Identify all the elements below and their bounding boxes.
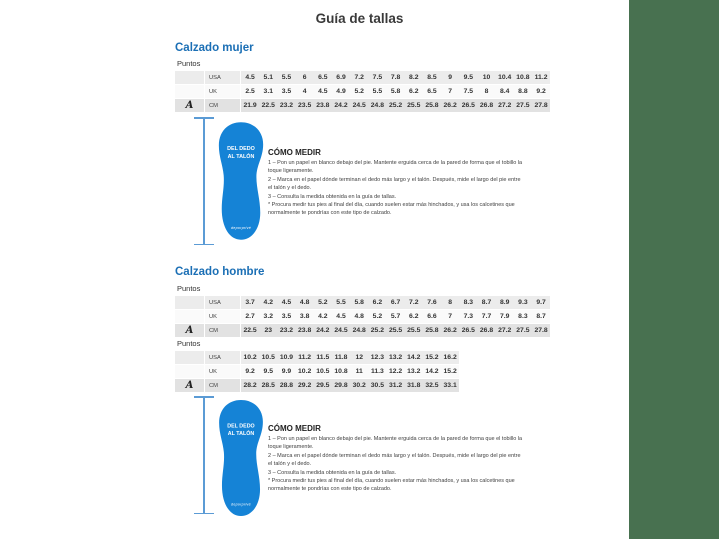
size-value: 8.9	[499, 299, 510, 306]
size-value: 8.8	[518, 88, 528, 95]
row-label: UK	[205, 85, 241, 98]
foot-measure-label-line2: AL TALÓN	[227, 431, 255, 438]
foot-measure-bracket	[194, 117, 214, 245]
size-value: 24.2	[316, 327, 330, 334]
size-value: 9.7	[536, 299, 546, 306]
size-value: 8.2	[409, 74, 419, 81]
howto-step-1: 1 – Pon un papel en blanco debajo del pie. Mantente erguida cerca de la pared de forma que el tobillo la toque ligeramente.	[268, 436, 523, 451]
size-value: 4.5	[318, 88, 328, 95]
size-value: 8.7	[536, 313, 546, 320]
size-value: 8	[448, 299, 453, 306]
size-value: 5.2	[318, 299, 328, 306]
size-value: 29.8	[334, 382, 348, 389]
page-title: Guía de tallas	[315, 11, 404, 26]
size-value: 12	[355, 354, 363, 361]
size-value: 11	[355, 368, 363, 375]
size-value: 9.3	[518, 299, 528, 306]
green-panel	[629, 0, 719, 539]
size-value: 27.5	[516, 102, 530, 109]
size-value: 5.8	[390, 88, 401, 95]
size-value: 7.5	[372, 74, 383, 81]
men-size-table-1	[175, 296, 550, 338]
size-value: 23.2	[279, 327, 294, 334]
size-value: 5.2	[354, 88, 364, 95]
size-value: 23.8	[298, 327, 312, 334]
size-value: 6.9	[336, 74, 346, 81]
size-value: 3.1	[263, 88, 273, 95]
size-value: 7.5	[463, 88, 474, 95]
size-value: 14.2	[425, 368, 439, 375]
size-value: 4.2	[318, 313, 328, 320]
size-value: 25.8	[425, 102, 439, 109]
size-value: 25.8	[425, 327, 439, 334]
howto-title: CÓMO MEDIR	[268, 424, 321, 433]
brand-logo-text: deporprivé	[230, 226, 252, 231]
size-value: 3.5	[281, 313, 292, 320]
brand-logo-text: deporprivé	[231, 502, 251, 507]
size-value: 6	[302, 74, 307, 81]
row-label: CM	[205, 99, 241, 112]
size-value: 6.6	[427, 313, 437, 320]
size-value: 7	[448, 88, 453, 95]
howto-step-2: 2 – Marca en el papel dónde terminan el dedo más largo y el talón. Después, mide el largo del pie entre el talón y el dedo.	[268, 452, 521, 468]
size-value: 10.2	[243, 354, 257, 361]
size-value: 5.5	[336, 299, 346, 306]
size-value: 23	[264, 327, 273, 334]
howto-step-3: 3 – Consulta la medida obtenida en la guía de tallas.	[268, 193, 397, 200]
size-value: 10.8	[334, 368, 348, 375]
size-value: 11.2	[534, 74, 548, 81]
row-stub	[175, 365, 205, 378]
size-value: 6.7	[390, 299, 401, 306]
size-value: 26.8	[479, 102, 494, 109]
table-row-uk	[175, 365, 459, 379]
size-value: 26.5	[461, 327, 475, 334]
size-value: 22.5	[243, 327, 257, 334]
size-value: 26.8	[479, 327, 494, 334]
row-stub	[175, 296, 205, 309]
row-stub	[175, 310, 205, 323]
size-value: 4.8	[299, 299, 310, 306]
size-value: 11.5	[316, 354, 330, 361]
row-label: USA	[205, 296, 241, 309]
size-value: 2.7	[245, 313, 255, 320]
foot-measure-label-line1: DEL DEDO	[227, 146, 255, 153]
size-value: 9.9	[281, 368, 292, 375]
size-value: 10	[482, 74, 491, 81]
size-value: 8	[484, 88, 489, 95]
size-value: 28.8	[279, 382, 294, 389]
size-value: 6.5	[427, 88, 437, 95]
howto-step-1: 1 – Pon un papel en blanco debajo del pie. Mantente erguida cerca de la pared de forma que el tobillo la toque ligeramente.	[268, 160, 523, 175]
size-value: 25.2	[388, 102, 403, 109]
size-value: 27.2	[498, 102, 512, 109]
size-value: 25.5	[407, 327, 421, 334]
size-value: 2.5	[245, 88, 255, 95]
footprint-shape	[219, 122, 263, 239]
women-size-table	[175, 71, 550, 113]
size-value: 3.8	[299, 313, 310, 320]
size-value: 10.5	[261, 354, 275, 361]
table-row-uk	[175, 310, 550, 324]
size-value: 7.8	[390, 74, 401, 81]
row-label: USA	[205, 71, 241, 84]
size-value: 3.2	[263, 313, 273, 320]
size-value: 24.5	[334, 327, 348, 334]
footprint-diagram-women	[215, 121, 267, 241]
size-value: 5.2	[372, 313, 383, 320]
size-value: 11.2	[298, 354, 312, 361]
size-value: 22.5	[261, 102, 275, 109]
foot-measure-bracket	[194, 396, 214, 514]
size-value: 9.2	[536, 88, 546, 95]
howto-block-women	[268, 148, 524, 218]
table-row-usa	[175, 351, 459, 365]
size-value: 24.5	[352, 102, 366, 109]
row-label: UK	[205, 365, 241, 378]
howto-step-3: 3 – Consulta la medida obtenida en la guía de tallas.	[268, 469, 397, 476]
size-value: 27.8	[534, 327, 548, 334]
size-value: 9.5	[463, 74, 474, 81]
section-heading-men: Calzado hombre	[175, 266, 265, 278]
row-stub	[175, 71, 205, 84]
size-value: 24.2	[334, 102, 348, 109]
row-stub: A	[175, 99, 205, 112]
row-stub	[175, 85, 205, 98]
size-value: 31.8	[407, 382, 421, 389]
size-value: 10.5	[316, 368, 330, 375]
size-value: 10.9	[279, 354, 294, 361]
size-value: 4.5	[281, 299, 292, 306]
size-value: 25.5	[407, 102, 421, 109]
size-value: 13.2	[407, 368, 421, 375]
size-value: 28.2	[243, 382, 257, 389]
bracket-line	[203, 396, 205, 514]
size-value: 23.5	[298, 102, 312, 109]
size-value: 26.5	[461, 102, 475, 109]
size-value: 7.2	[409, 299, 419, 306]
size-value: 15.2	[425, 354, 439, 361]
size-value: 32.5	[425, 382, 439, 389]
size-value: 12.2	[388, 368, 403, 375]
size-value: 7.6	[427, 299, 437, 306]
size-value: 7.3	[463, 313, 474, 320]
size-value: 26.2	[443, 327, 457, 334]
size-value: 27.5	[516, 327, 530, 334]
foot-measure-label-line2: AL TALÓN	[227, 153, 255, 160]
size-value: 25.2	[370, 327, 385, 334]
size-value: 5.5	[372, 88, 383, 95]
row-label: USA	[205, 351, 241, 364]
size-value: 30.5	[370, 382, 385, 389]
howto-title: CÓMO MEDIR	[268, 148, 321, 157]
table-row-uk	[175, 85, 550, 99]
size-value: 4.5	[336, 313, 346, 320]
size-value: 11.8	[334, 354, 348, 361]
howto-note: * Procura medir tus pies al final del día, cuando suelen estar más hinchados, y usa los calcetines que normalmente te pondrías con este tipo de calzado.	[268, 478, 515, 493]
size-value: 25.5	[388, 327, 403, 334]
size-value: 6.2	[409, 88, 419, 95]
size-value: 23.8	[316, 102, 330, 109]
size-value: 9.5	[263, 368, 273, 375]
size-value: 27.8	[534, 102, 548, 109]
size-value: 27.2	[498, 327, 512, 334]
size-value: 23.2	[279, 102, 294, 109]
size-value: 30.2	[352, 382, 366, 389]
size-value: 9	[448, 74, 453, 81]
size-value: 5.5	[281, 74, 292, 81]
size-value: 31.2	[388, 382, 403, 389]
size-value: 16.2	[443, 354, 457, 361]
footprint-diagram-men	[215, 399, 267, 517]
size-value: 4.9	[336, 88, 346, 95]
size-value: 8.5	[427, 74, 437, 81]
bracket-line	[203, 117, 205, 245]
size-value: 13.2	[388, 354, 403, 361]
size-value: 15.2	[443, 368, 457, 375]
size-value: 10.8	[516, 74, 530, 81]
table-row-cm	[175, 379, 459, 393]
size-value: 4	[302, 88, 307, 95]
points-label-men-1: Puntos	[177, 284, 201, 293]
size-value: 8.3	[518, 313, 528, 320]
size-value: 3.7	[245, 299, 255, 306]
size-value: 8.7	[481, 299, 492, 306]
table-row-usa	[175, 296, 550, 310]
row-stub	[175, 351, 205, 364]
size-value: 9.2	[245, 368, 255, 375]
size-value: 5.8	[354, 299, 364, 306]
row-stub: A	[175, 379, 205, 392]
size-value: 8.4	[499, 88, 510, 95]
howto-step-2: 2 – Marca en el papel dónde terminan el dedo más largo y el talón. Después, mide el largo del pie entre el talón y el dedo.	[268, 176, 521, 192]
size-value: 7.2	[354, 74, 364, 81]
size-value: 7	[448, 313, 453, 320]
size-value: 7.9	[499, 313, 510, 320]
size-value: 12.3	[370, 354, 385, 361]
size-value: 10.2	[298, 368, 312, 375]
row-label: CM	[205, 379, 241, 392]
howto-note: * Procura medir tus pies al final del día, cuando suelen estar más hinchados, y usa los calcetines que normalmente te pondrías con este tipo de calzado.	[268, 202, 515, 217]
size-value: 4.5	[245, 74, 255, 81]
size-value: 6.2	[372, 299, 383, 306]
points-label-women: Puntos	[177, 59, 201, 68]
points-label-men-2: Puntos	[177, 339, 201, 348]
size-value: 33.1	[443, 382, 457, 389]
size-value: 6.5	[318, 74, 328, 81]
size-value: 7.7	[481, 313, 492, 320]
section-heading-women: Calzado mujer	[175, 42, 254, 54]
table-row-cm	[175, 324, 550, 338]
size-value: 28.5	[261, 382, 275, 389]
foot-measure-label-line1: DEL DEDO	[227, 423, 255, 430]
size-value: 4.2	[263, 299, 273, 306]
size-value: 5.7	[390, 313, 401, 320]
table-row-usa	[175, 71, 550, 85]
size-value: 29.2	[298, 382, 312, 389]
size-value: 4.8	[354, 313, 364, 320]
size-value: 8.3	[463, 299, 474, 306]
size-value: 29.5	[316, 382, 330, 389]
size-value: 26.2	[443, 102, 457, 109]
size-value: 11.3	[370, 368, 384, 375]
men-size-table-2	[175, 351, 459, 393]
row-label: CM	[205, 324, 241, 337]
size-value: 6.2	[409, 313, 419, 320]
row-label: UK	[205, 310, 241, 323]
size-value: 10.4	[498, 74, 512, 81]
size-value: 24.8	[370, 102, 385, 109]
size-value: 21.9	[243, 102, 257, 109]
size-value: 14.2	[407, 354, 421, 361]
table-row-cm	[175, 99, 550, 113]
size-value: 5.1	[263, 74, 273, 81]
row-stub: A	[175, 324, 205, 337]
size-value: 3.5	[281, 88, 292, 95]
footprint-shape	[219, 400, 263, 516]
size-value: 24.8	[352, 327, 366, 334]
howto-block-men	[268, 424, 524, 494]
